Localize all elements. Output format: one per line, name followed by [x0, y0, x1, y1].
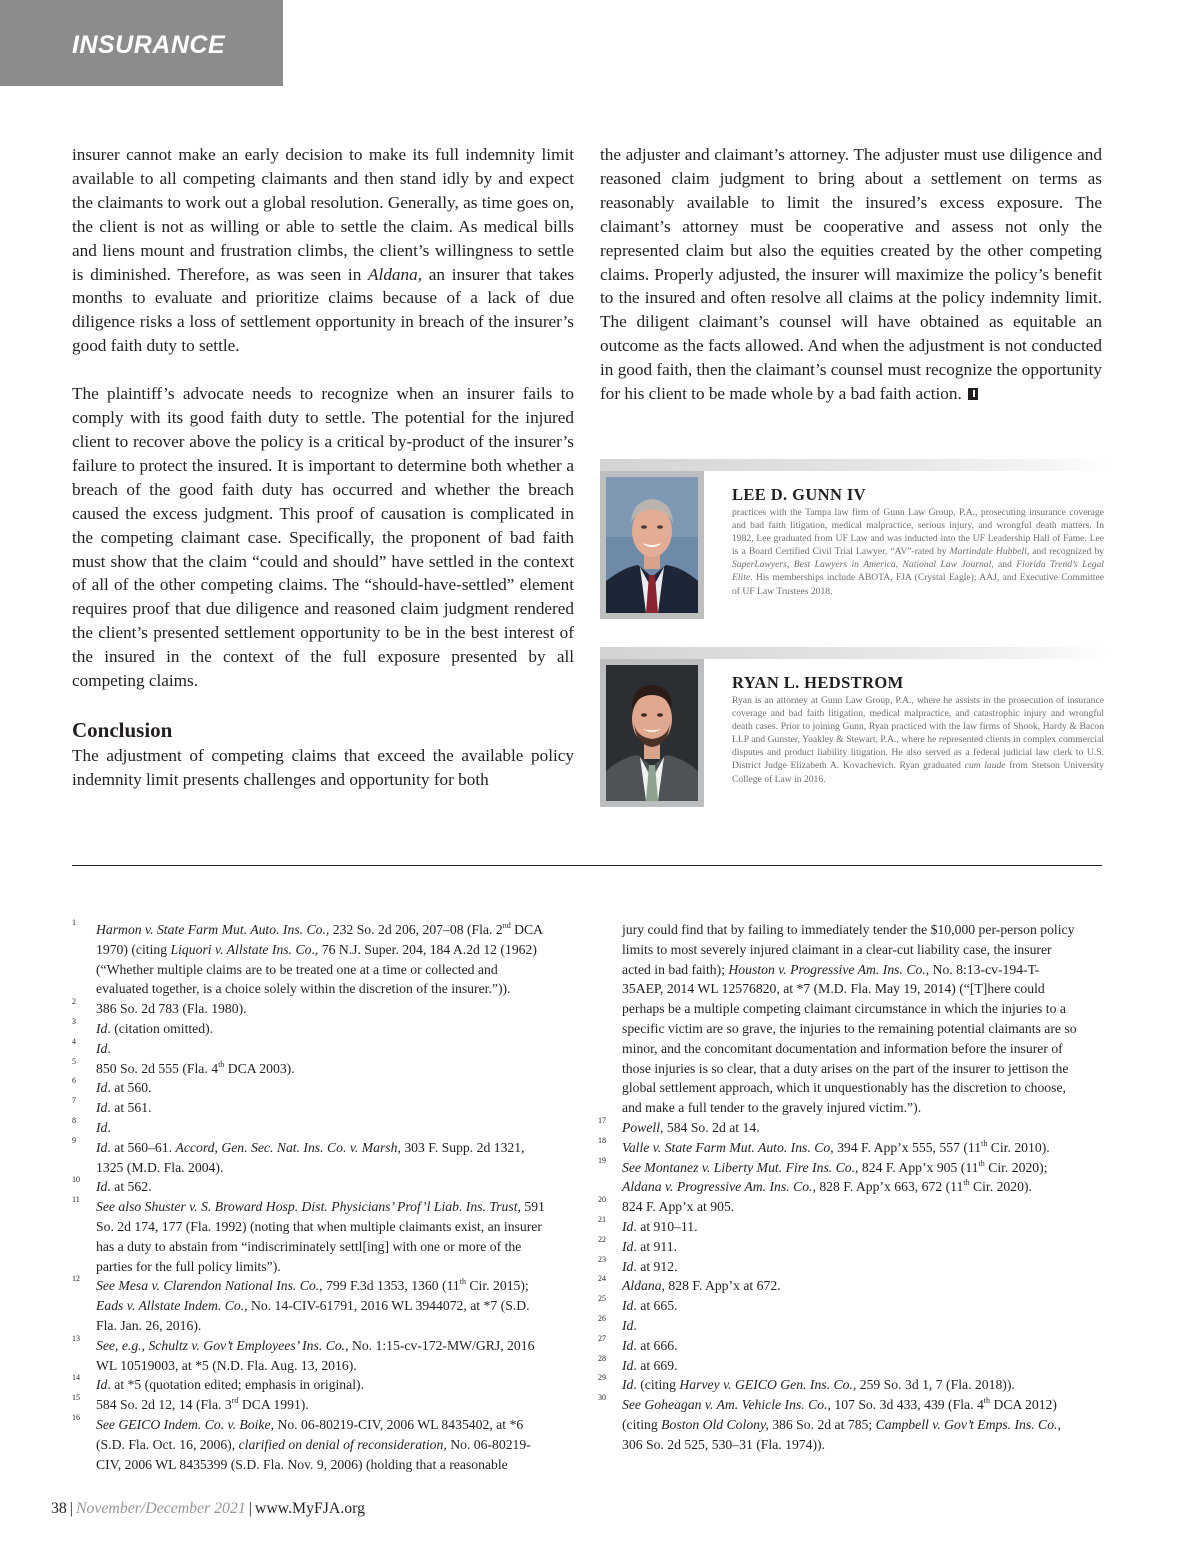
- footnote: 14 Id. at *5 (quotation edited; emphasis in original).: [72, 1373, 364, 1393]
- issue-date: November/December 2021: [75, 1500, 246, 1517]
- footnote: 7 Id. at 561.: [72, 1096, 152, 1116]
- footnotes-right: [598, 920, 1078, 1455]
- author-photo: [606, 665, 698, 801]
- footnote: 26 Id.: [598, 1313, 637, 1333]
- author-bio-gunn: [600, 459, 1110, 619]
- end-of-article-icon: [968, 388, 978, 400]
- author-photo-frame: [600, 471, 704, 619]
- footnote: 8 Id.: [72, 1115, 111, 1135]
- footnote: 13 See, e.g., Schultz v. Gov’t Employees’ Ins. Co., No. 1:15-cv-172-MW/GRJ, 2016 WL 10519003, at *5 (N.D. Fla. Aug. 13, 2016).: [72, 1333, 535, 1373]
- author-name: LEE D. GUNN IV: [732, 485, 866, 504]
- footnote: 12 See Mesa v. Clarendon National Ins. Co., 799 F.3d 1353, 1360 (11th Cir. 2015); Eads v. Allstate Indem. Co., No. 14-CIV-61791, 2016 WL 3944072, at *7 (S.D. Fla. Jan. 26, 2016).: [72, 1274, 530, 1333]
- author-name: RYAN L. HEDSTROM: [732, 673, 904, 692]
- article-paragraph: The plaintiff’s advocate needs to recognize when an insurer fails to comply with its good faith duty to settle. The potential for the injured client to recover above the policy is a critical by-product of the insurer’s failure to protect the insured. It is important to determine both whether a breach of the good faith duty has occurred and whether the breach caused the excess judgment. This proof of causation is complicated in the competing claimant case. Specifically, the proponent of bad faith must show that the claim “could and should” have settled in the context of all of the other competing claims. The “should-have-settled” element requires proof that due diligence and reasoned claim judgment rendered the client’s presented settlement opportunity to be in the best interest of the insured in the context of the full exposure presented by all competing claims.: [72, 384, 574, 691]
- footnotes-left: [72, 920, 552, 1474]
- footnote: 27 Id. at 666.: [598, 1333, 678, 1353]
- article-column-right: [600, 143, 1102, 406]
- footnote: 4 Id.: [72, 1036, 111, 1056]
- footnote: 17 Powell, 584 So. 2d at 14.: [598, 1115, 760, 1135]
- footnote: 15 584 So. 2d 12, 14 (Fla. 3rd DCA 1991).: [72, 1393, 309, 1413]
- article-paragraph: the adjuster and claimant’s attorney. The adjuster must use diligence and reasoned claim judgment to bring about a settlement on terms as reasonably available to limit the insured’s excess exposure. The claimant’s attorney must be cooperative and assess not only the represented claim but also the equities created by the other competing claims. Properly adjusted, the insurer will maximize the policy’s benefit to the insured and often resolve all claims at the policy indemnity limit. The diligent claimant’s counsel will have obtained as equitable an outcome as the facts allowed. And when the adjustment is not conducted in good faith, then the claimant’s counsel must recognize the opportunity for his client to be made whole by a bad faith action.: [600, 145, 1102, 404]
- footnote: 5 850 So. 2d 555 (Fla. 4th DCA 2003).: [72, 1056, 295, 1076]
- footnote: 29 Id. (citing Harvey v. GEICO Gen. Ins. Co., 259 So. 3d 1, 7 (Fla. 2018)).: [598, 1373, 1015, 1393]
- footnote: 10 Id. at 562.: [72, 1175, 152, 1195]
- author-photo: [606, 477, 698, 613]
- footnote: 25 Id. at 665.: [598, 1294, 678, 1314]
- footnote: 11 See also Shuster v. S. Broward Hosp. Dist. Physicians’ Prof’l Liab. Ins. Trust, 591 So. 2d 174, 177 (Fla. 1992) (noting that when multiple claimants exist, an insurer has a duty to abstain from “indiscriminately settl[ing] with one or more of the parties for the full policy limits”).: [72, 1195, 545, 1274]
- footnote: 30 See Goheagan v. Am. Vehicle Ins. Co., 107 So. 3d 433, 439 (Fla. 4th DCA 2012) (citing Boston Old Colony, 386 So. 2d at 785; Campbell v. Gov’t Emps. Ins. Co., 306 So. 2d 525, 530–31 (Fla. 1974)).: [598, 1393, 1061, 1452]
- footnote: 2 386 So. 2d 783 (Fla. 1980).: [72, 997, 247, 1017]
- footnote: 18 Valle v. State Farm Mut. Auto. Ins. Co, 394 F. App’x 555, 557 (11th Cir. 2010).: [598, 1135, 1050, 1155]
- author-description: practices with the Tampa law firm of Gunn Law Group, P.A., prosecuting insurance coverage and bad faith litigation, medical malpractice, serious injury, and wrongful death matters. In 1982, Lee graduated from UF Law and was inducted into the UF Leadership Hall of Fame. Lee is a Board Certified Civil Trial Lawyer, “AV”-rated by Martindale Hubbell, and recognized by SuperLawyers, Best Lawyers in America, National Law Journal, and Florida Trend’s Legal Elite. His memberships include ABOTA, FJA (Crystal Eagle); AAJ, and Executive Committee of UF Law Trustees 2018.: [732, 507, 1104, 597]
- footnote: 3 Id. (citation omitted).: [72, 1016, 214, 1036]
- footnote-continued: jury could find that by failing to immediately tender the $10,000 per-person policy limits to most severely injured claimant in a clear-cut liability case, the insurer acted in bad faith); Houston v. Progressive Am. Ins. Co., No. 8:13-cv-194-T-35AEP, 2014 WL 12576820, at *7 (M.D. Fla. May 19, 2014) (“[T]here could perhaps be a multiple competing claimant circumstance in which the injuries to a specific victim are so grave, the injuries to the remaining potential claimants are so minor, and the concomitant documentation and information before the insurer of those injuries is so clear, that a duty arises on the part of the insurer to jettison the global settlement approach, which it unquestionably has the discretion to choose, and make a full tender to the gravely injured victim.”).: [622, 922, 1077, 1116]
- section-title: INSURANCE: [72, 31, 226, 59]
- section-tab: [0, 0, 283, 86]
- article-column-left: [72, 143, 574, 792]
- article-paragraph: The adjustment of competing claims that exceed the available policy indemnity limit presents challenges and opportunity for both: [72, 745, 574, 789]
- author-bio-hedstrom: [600, 647, 1110, 807]
- article-paragraph: insurer cannot make an early decision to make its full indemnity limit available to all competing claimants and then stand idly by and expect the claimants to work out a global resolution. Generally, as time goes on, the client is not as willing or able to settle the claim. As medical bills and liens mount and frustration climbs, the client’s willingness to settle is diminished. Therefore, as was seen in Aldana, an insurer that takes months to evaluate and prioritize claims because of a lack of due diligence risks a loss of settlement opportunity in breach of the insurer’s good faith duty to settle.: [72, 145, 575, 356]
- footnote: 21 Id. at 910–11.: [598, 1214, 698, 1234]
- footnote: 28 Id. at 669.: [598, 1353, 678, 1373]
- author-photo-frame: [600, 659, 704, 807]
- conclusion-heading: Conclusion: [72, 717, 173, 742]
- footnote: 16 See GEICO Indem. Co. v. Boike, No. 06-80219-CIV, 2006 WL 8435402, at *6 (S.D. Fla. Oct. 16, 2006), clarified on denial of reconsideration, No. 06-80219-CIV, 2006 WL 8435399 (S.D. Fla. Nov. 9, 2006) (holding that a reasonable: [72, 1412, 531, 1472]
- page-footer: 38 | November/December 2021 | www.MyFJA.org: [51, 1500, 366, 1517]
- footnote: 19 See Montanez v. Liberty Mut. Fire Ins. Co., 824 F. App’x 905 (11th Cir. 2020); Aldana v. Progressive Am. Ins. Co., 828 F. App’x 663, 672 (11th Cir. 2020).: [598, 1155, 1048, 1195]
- footnote-divider: [72, 865, 1102, 866]
- footnote: 1 Harmon v. State Farm Mut. Auto. Ins. Co., 232 So. 2d 206, 207–08 (Fla. 2nd DCA 1970) (citing Liquori v. Allstate Ins. Co., 76 N.J. Super. 204, 184 A.2d 12 (1962) (“Whether multiple claims are to be treated one at a time or collected and evaluated together, is a choice solely within the discretion of the insurer.”)).: [72, 918, 543, 997]
- footnote: 22 Id. at 911.: [598, 1234, 677, 1254]
- footnote: 24 Aldana, 828 F. App’x at 672.: [598, 1274, 781, 1294]
- footnote: 23 Id. at 912.: [598, 1254, 678, 1274]
- website-link[interactable]: www.MyFJA.org: [254, 1500, 366, 1517]
- page-number: 38: [51, 1500, 67, 1517]
- footnote: 9 Id. at 560–61. Accord, Gen. Sec. Nat. Ins. Co. v. Marsh, 303 F. Supp. 2d 1321, 1325 (M.D. Fla. 2004).: [72, 1135, 525, 1175]
- footnote: 20 824 F. App’x at 905.: [598, 1195, 735, 1215]
- author-description: Ryan is an attorney at Gunn Law Group, P.A., where he assists in the prosecution of insurance coverage and bad faith litigation, medical malpractice, and catastrophic injury and wrongful death cases. Prior to joining Gunn, Ryan practiced with the law firms of Shook, Hardy & Bacon LLP and Gunster, Yoakley & Stewart, P.A., where he represented clients in complex commercial disputes and product liability litigation. He also served as a federal judicial law clerk to U.S. District Judge Elizabeth A. Kovachevich. Ryan graduated cum laude from Stetson University College of Law in 2016.: [732, 695, 1104, 785]
- footnote: 6 Id. at 560.: [72, 1076, 152, 1096]
